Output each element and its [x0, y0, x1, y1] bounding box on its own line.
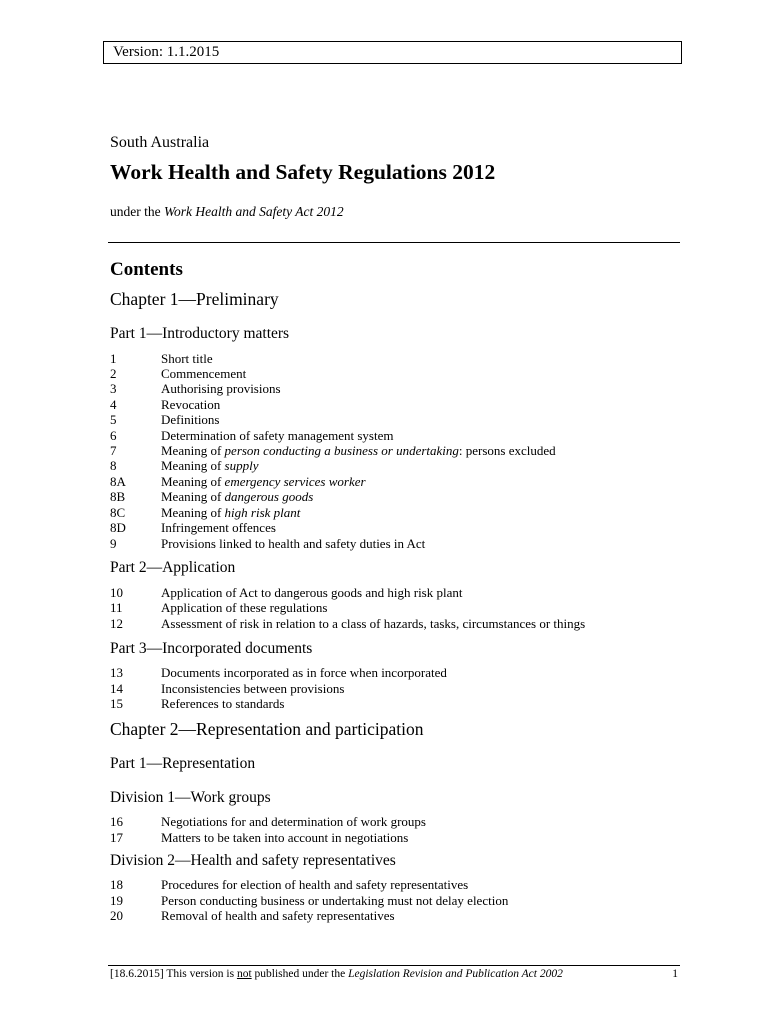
enabling-act-name: Work Health and Safety Act 2012 [163, 204, 344, 219]
toc-entry-title [161, 600, 327, 615]
toc-entry-title [161, 814, 426, 829]
toc-entry-title [161, 366, 246, 381]
toc-entry-title [161, 443, 556, 458]
toc-entry-text: Meaning of [161, 443, 225, 458]
version-label: Version: 1.1.2015 [113, 44, 220, 60]
part-heading-1-3: Part 3—Incorporated documents [110, 640, 313, 657]
toc-entry-number: 8C [110, 505, 126, 520]
toc-entry-title [161, 351, 213, 366]
toc-entry-defined-term: emergency services worker [224, 474, 366, 489]
footer-text-a: This version is [163, 968, 237, 980]
toc-entry-title [161, 696, 284, 711]
chapter-heading-1: Chapter 1—Preliminary [110, 289, 279, 309]
toc-entry-text: Definitions [161, 412, 220, 427]
toc-entry-title [161, 893, 508, 908]
toc-entry-text: Matters to be taken into account in negotiations [161, 830, 409, 845]
toc-entry-text: Meaning of [161, 489, 225, 504]
toc-entry-number: 18 [110, 877, 123, 892]
toc-entry-text: Meaning of [161, 505, 225, 520]
toc-entry-title [161, 505, 300, 520]
toc-entry-title [161, 520, 276, 535]
footer-date: [18.6.2015] [110, 968, 164, 980]
toc-entry-title [161, 877, 468, 892]
toc-entry-text: Removal of health and safety representatives [161, 908, 395, 923]
enabling-act-prefix: under the [110, 204, 164, 219]
toc-entry-number: 3 [110, 381, 117, 396]
toc-entry-number: 16 [110, 814, 123, 829]
toc-entry-text: Revocation [161, 397, 221, 412]
toc-entry-title [161, 381, 281, 396]
toc-entry-number: 8A [110, 474, 126, 489]
toc-entry-title [161, 428, 393, 443]
toc-entry-text: Authorising provisions [161, 381, 281, 396]
toc-entry-title [161, 412, 220, 427]
page-number: 1 [672, 968, 678, 980]
toc-entry-number: 6 [110, 428, 117, 443]
toc-entry-number: 15 [110, 696, 123, 711]
toc-entry-number: 19 [110, 893, 123, 908]
toc-entry-text: Documents incorporated as in force when incorporated [161, 665, 447, 680]
toc-entry-text: Person conducting business or undertaking must not delay election [161, 893, 509, 908]
toc-entry-text: Assessment of risk in relation to a class of hazards, tasks, circumstances or things [161, 616, 586, 631]
toc-entry-title [161, 616, 585, 631]
toc-entry-title [161, 585, 462, 600]
toc-entry-defined-term: supply [224, 458, 259, 473]
toc-entry-number: 17 [110, 830, 123, 845]
footer-not: not [236, 968, 252, 980]
toc-entry-title [161, 908, 395, 923]
part-heading-1-2: Part 2—Application [110, 559, 236, 576]
toc-entry-title [161, 681, 344, 696]
chapter-heading-2: Chapter 2—Representation and participation [110, 719, 424, 739]
title-divider [108, 242, 680, 243]
part-heading-2-1: Part 1—Representation [110, 755, 256, 772]
toc-entry-number: 10 [110, 585, 123, 600]
toc-entry-text: Meaning of [161, 458, 225, 473]
toc-entry-number: 12 [110, 616, 123, 631]
footer-divider [108, 965, 680, 966]
toc-entry-text: Commencement [161, 366, 247, 381]
enabling-act-line [110, 204, 344, 220]
toc-entry-text: Infringement offences [161, 520, 276, 535]
toc-entry-text: Application of these regulations [161, 600, 328, 615]
toc-entry-defined-term: dangerous goods [224, 489, 314, 504]
toc-entry-text: Provisions linked to health and safety duties in Act [161, 536, 426, 551]
toc-entry-text: Inconsistencies between provisions [161, 681, 345, 696]
toc-entry-title [161, 474, 366, 489]
toc-entry-text: Short title [161, 351, 213, 366]
toc-entry-number: 7 [110, 443, 117, 458]
page-footer [110, 968, 680, 980]
toc-entry-number: 20 [110, 908, 123, 923]
toc-entry-defined-term: high risk plant [224, 505, 301, 520]
toc-entry-number: 14 [110, 681, 123, 696]
toc-entry-title [161, 397, 220, 412]
part-heading-1-1: Part 1—Introductory matters [110, 325, 290, 342]
footer-text-b: published under the [251, 968, 349, 980]
toc-entry-number: 9 [110, 536, 117, 551]
division-heading-2-1-2: Division 2—Health and safety representatives [110, 852, 396, 869]
toc-entry-number: 13 [110, 665, 123, 680]
version-box [103, 41, 682, 64]
toc-entry-text: References to standards [161, 696, 285, 711]
toc-entry-text: Negotiations for and determination of work groups [161, 814, 426, 829]
toc-entry-number: 1 [110, 351, 117, 366]
toc-entry-number: 5 [110, 412, 117, 427]
toc-entry-number: 8B [110, 489, 126, 504]
jurisdiction: South Australia [110, 134, 210, 151]
contents-heading: Contents [110, 259, 183, 280]
footer-act-name: Legislation Revision and Publication Act 2002 [348, 968, 563, 980]
division-heading-2-1-1: Division 1—Work groups [110, 789, 271, 806]
toc-entry-title [161, 665, 447, 680]
toc-entry-title [161, 489, 313, 504]
toc-entry-text: Application of Act to dangerous goods and high risk plant [161, 585, 463, 600]
toc-entry-number: 8D [110, 520, 126, 535]
toc-entry-defined-term: person conducting a business or undertaking [224, 443, 459, 458]
toc-entry-title [161, 830, 408, 845]
toc-entry-number: 4 [110, 397, 117, 412]
toc-entry-number: 8 [110, 458, 117, 473]
toc-entry-text: Procedures for election of health and safety representatives [161, 877, 469, 892]
document-title: Work Health and Safety Regulations 2012 [110, 160, 496, 184]
toc-entry-number: 2 [110, 366, 117, 381]
toc-entry-suffix: : persons excluded [458, 443, 556, 458]
toc-entry-text: Determination of safety management system [161, 428, 394, 443]
toc-entry-number: 11 [110, 600, 123, 615]
toc-entry-text: Meaning of [161, 474, 225, 489]
toc-entry-title [161, 458, 259, 473]
toc-entry-title [161, 536, 425, 551]
